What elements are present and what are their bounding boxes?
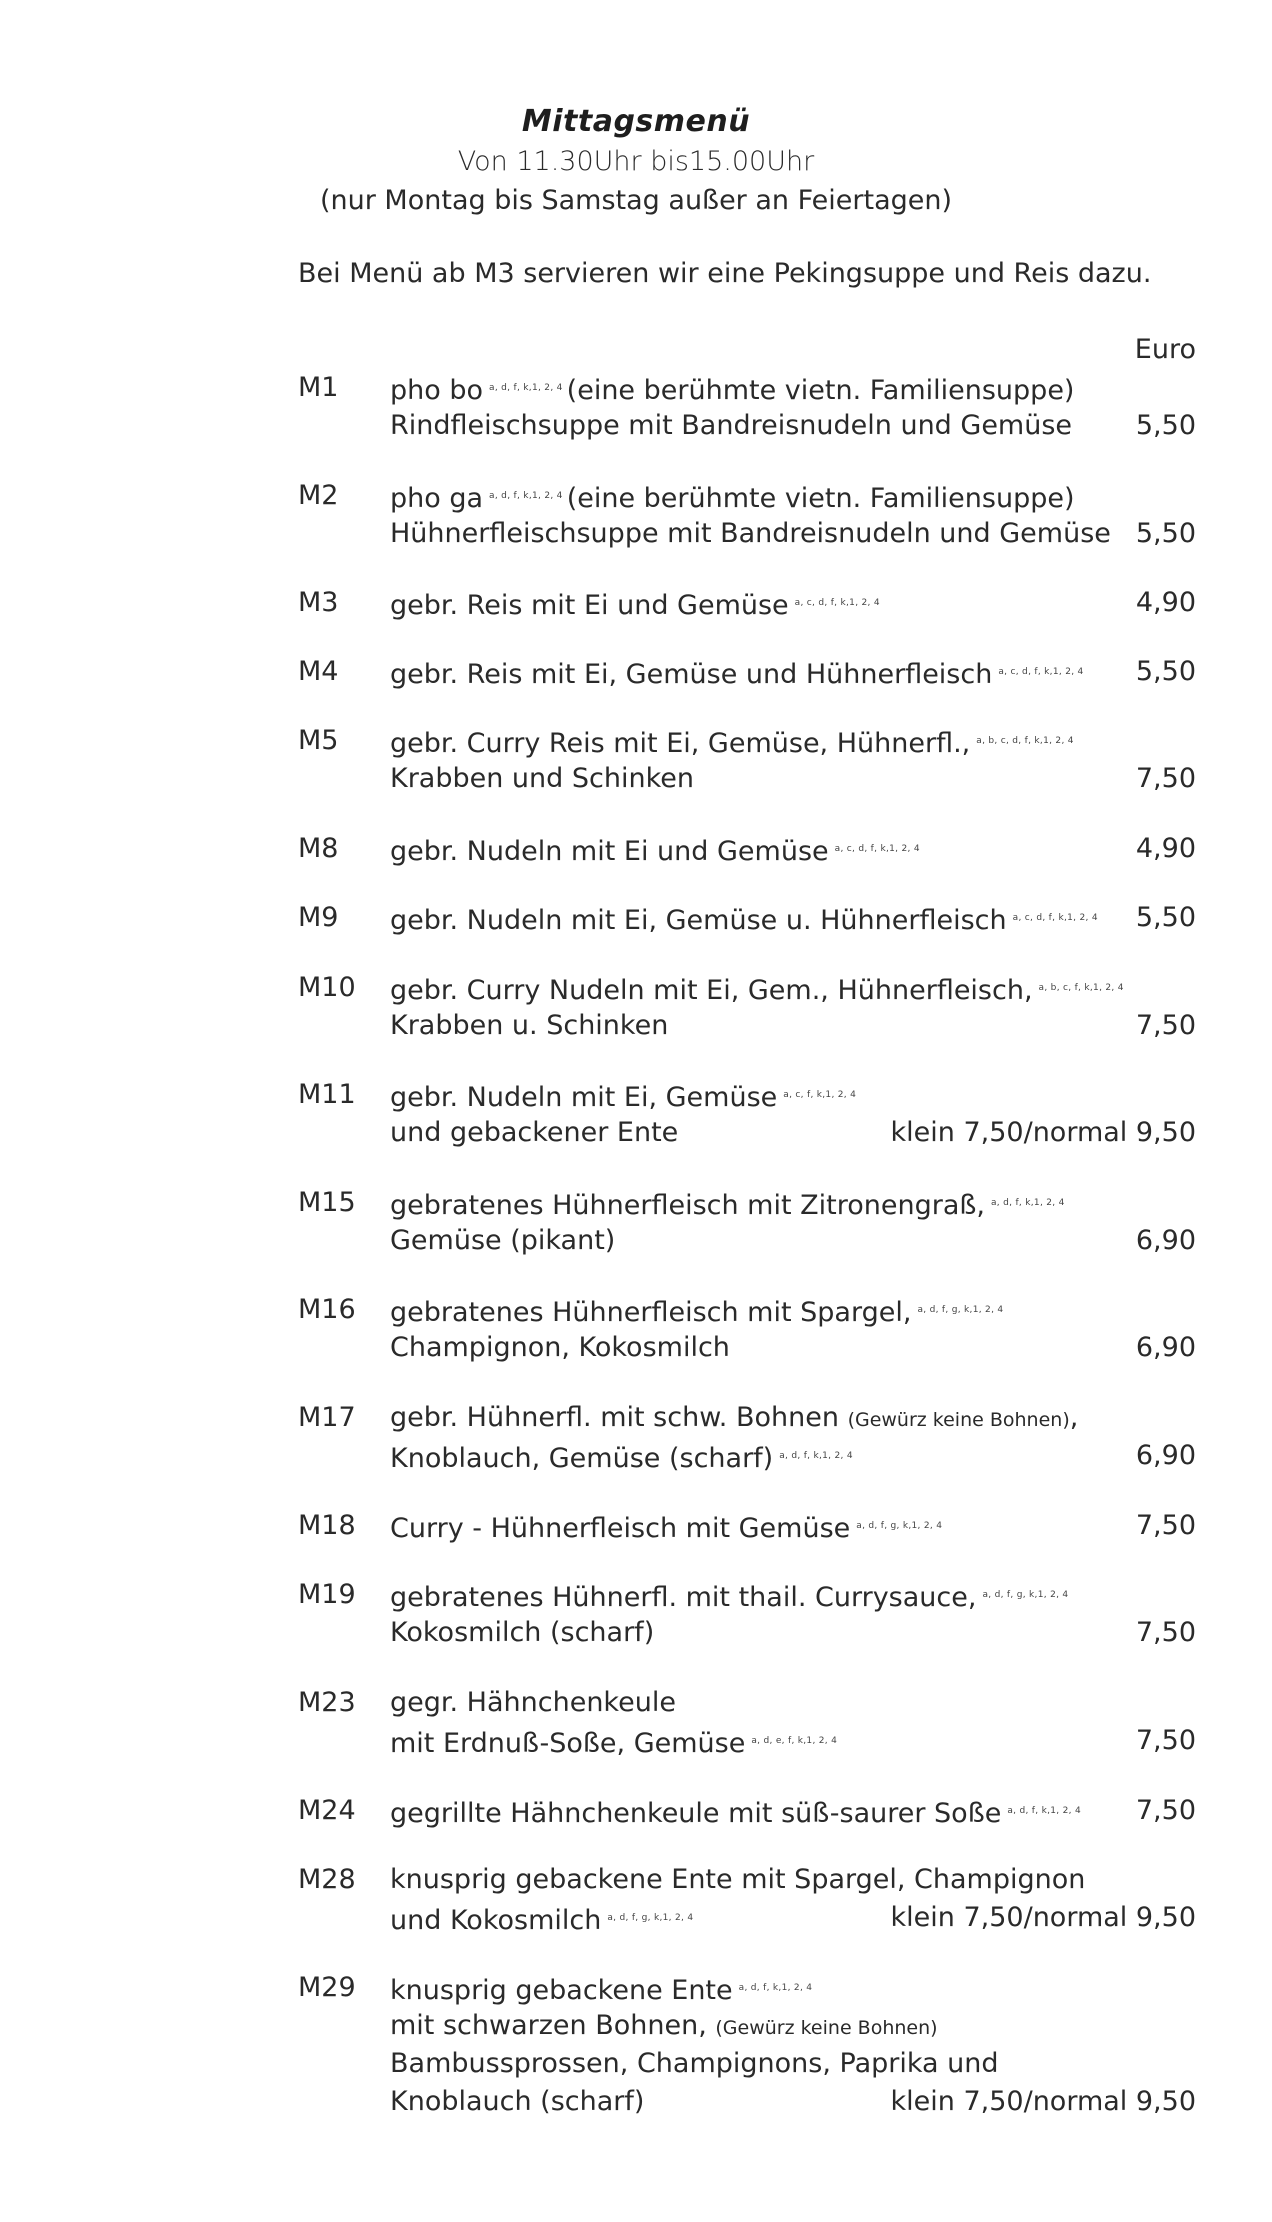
menu-item-description: und Kokosmilch — [390, 1905, 602, 1936]
menu-item-description: Krabben u. Schinken — [390, 1010, 669, 1041]
menu-item-line — [0, 900, 1272, 936]
menu-item-code: M15 — [298, 1187, 356, 1218]
menu-item-code: M23 — [298, 1687, 356, 1718]
menu-item-line — [0, 1008, 1272, 1044]
menu-item-text — [390, 1008, 668, 1044]
menu-item-description: Knoblauch (scharf) — [390, 2086, 645, 2117]
menu-item-text — [390, 1400, 1078, 1438]
menu-item-description: Hühnerfleischsuppe mit Bandreisnudeln und Gemüse — [390, 518, 1111, 549]
menu-item-price: klein 7,50/normal 9,50 — [890, 1902, 1196, 1933]
allergen-codes: a, d, f, k,1, 2, 4 — [990, 1198, 1065, 1208]
opening-hours: Von 11.30Uhr bis15.00Uhr — [457, 146, 815, 177]
menu-item-line — [0, 2046, 1272, 2082]
menu-item-price: 7,50 — [1135, 763, 1196, 794]
menu-item-text — [390, 1330, 730, 1366]
menu-item-line — [0, 1793, 1272, 1829]
menu-item-price: 5,50 — [1135, 656, 1196, 687]
menu-item-description: knusprig gebackene Ente mit Spargel, Champignon — [390, 1864, 1086, 1895]
allergen-codes: a, d, f, k,1, 2, 4 — [1007, 1806, 1081, 1816]
menu-item-code: M8 — [298, 833, 339, 864]
menu-item-line — [0, 1330, 1272, 1366]
menu-item-line — [0, 1438, 1272, 1474]
menu-item-line — [0, 1292, 1272, 1328]
menu-item-description: gebr. Nudeln mit Ei, Gemüse u. Hühnerfleisch — [390, 905, 1007, 936]
menu-item-text — [390, 723, 1074, 762]
menu-item-line — [0, 761, 1272, 797]
menu-item-note: (Gewürz keine Bohnen) — [715, 2017, 938, 2039]
menu-item-description-tail: (eine berühmte vietn. Familiensuppe) — [566, 375, 1075, 406]
menu-item-text — [390, 1223, 615, 1259]
menu-item-price: 7,50 — [1135, 1010, 1196, 1041]
menu-item-line — [0, 1185, 1272, 1221]
menu-item-description: gebr. Curry Reis mit Ei, Gemüse, Hühnerfl., — [390, 728, 971, 759]
menu-item-description: Champignon, Kokosmilch — [390, 1332, 730, 1363]
menu-item-text — [390, 408, 1072, 444]
menu-item-description: und gebackener Ente — [390, 1117, 679, 1148]
menu-item-description-tail: (eine berühmte vietn. Familiensuppe) — [566, 483, 1075, 514]
menu-item-description: gegr. Hähnchenkeule — [390, 1687, 676, 1718]
menu-item-code: M2 — [298, 480, 339, 511]
menu-item-line — [0, 2084, 1272, 2120]
menu-item-line — [0, 585, 1272, 621]
menu-item-code: M19 — [298, 1579, 356, 1610]
allergen-codes: a, c, f, k,1, 2, 4 — [783, 1090, 857, 1100]
menu-item-text — [390, 1438, 853, 1477]
menu-item-code: M16 — [298, 1294, 356, 1325]
menu-item-code: M18 — [298, 1510, 356, 1541]
menu-item-price: 7,50 — [1135, 1725, 1196, 1756]
menu-item-code: M1 — [298, 372, 339, 403]
opening-days-note: (nur Montag bis Samstag außer an Feiertagen) — [319, 185, 953, 216]
menu-item-description: mit Erdnuß-Soße, Gemüse — [390, 1728, 746, 1759]
allergen-codes: a, c, d, f, k,1, 2, 4 — [794, 598, 880, 608]
menu-item-line — [0, 1577, 1272, 1613]
menu-item-text — [390, 900, 1098, 939]
menu-item-line — [0, 1615, 1272, 1651]
menu-item-description: gebr. Reis mit Ei, Gemüse und Hühnerfleisch — [390, 659, 993, 690]
menu-item-text — [390, 2046, 999, 2082]
page-title: Mittagsmenü — [521, 104, 751, 139]
menu-item-description: Curry - Hühnerfleisch mit Gemüse — [390, 1513, 851, 1544]
menu-item-description: gebr. Curry Nudeln mit Ei, Gem., Hühnerfleisch, — [390, 975, 1033, 1006]
allergen-codes: a, c, d, f, k,1, 2, 4 — [998, 667, 1084, 677]
menu-item-description: gegrillte Hähnchenkeule mit süß-saurer Soße — [390, 1798, 1002, 1829]
menu-item-description: pho bo — [390, 375, 484, 406]
menu-item-text — [390, 1508, 942, 1547]
menu-item-text — [390, 1115, 678, 1151]
menu-item-text — [390, 1615, 654, 1651]
menu-item-text — [390, 654, 1084, 693]
allergen-codes: a, d, f, k,1, 2, 4 — [738, 1983, 813, 1993]
menu-item-description: gebratenes Hühnerfl. mit thail. Currysauce, — [390, 1582, 977, 1613]
menu-intro-note: Bei Menü ab M3 servieren wir eine Pekingsuppe und Reis dazu. — [298, 258, 1152, 289]
menu-item-line — [0, 1685, 1272, 1721]
menu-item-price: 6,90 — [1135, 1332, 1196, 1363]
menu-item-description: gebratenes Hühnerfleisch mit Zitronengraß, — [390, 1190, 985, 1221]
menu-item-text — [390, 1970, 812, 2009]
menu-item-line — [0, 1400, 1272, 1436]
menu-item-description: gebr. Reis mit Ei und Gemüse — [390, 590, 789, 621]
menu-item-text — [390, 1862, 1085, 1898]
menu-item-text — [390, 2084, 644, 2120]
menu-item-text — [390, 1077, 856, 1116]
menu-item-description: gebr. Hühnerfl. mit schw. Bohnen — [390, 1402, 839, 1433]
menu-item-line — [0, 1508, 1272, 1544]
menu-item-price: 7,50 — [1135, 1510, 1196, 1541]
menu-item-line — [0, 1077, 1272, 1113]
menu-item-line — [0, 370, 1272, 406]
menu-item-code: M17 — [298, 1402, 356, 1433]
allergen-codes: a, b, c, d, f, k,1, 2, 4 — [976, 736, 1074, 746]
menu-item-price: 4,90 — [1135, 587, 1196, 618]
menu-item-text — [390, 970, 1124, 1009]
menu-item-code: M4 — [298, 656, 339, 687]
menu-item-description: gebr. Nudeln mit Ei und Gemüse — [390, 836, 829, 867]
menu-item-code: M3 — [298, 587, 339, 618]
allergen-codes: a, d, f, k,1, 2, 4 — [779, 1451, 853, 1461]
menu-item-line — [0, 478, 1272, 514]
menu-item-text — [390, 831, 920, 870]
menu-item-description: Gemüse (pikant) — [390, 1225, 616, 1256]
menu-item-price: 5,50 — [1135, 902, 1196, 933]
menu-item-text — [390, 370, 1074, 409]
menu-item-line — [0, 1862, 1272, 1898]
menu-item-description-tail: , — [1069, 1402, 1079, 1433]
allergen-codes: a, d, f, g, k,1, 2, 4 — [856, 1521, 943, 1531]
allergen-codes: a, c, d, f, k,1, 2, 4 — [834, 844, 920, 854]
menu-item-description: Krabben und Schinken — [390, 763, 694, 794]
menu-item-text — [390, 585, 880, 624]
menu-item-code: M9 — [298, 902, 339, 933]
menu-item-line — [0, 654, 1272, 690]
menu-item-text — [390, 761, 694, 797]
menu-item-price: 6,90 — [1135, 1440, 1196, 1471]
menu-item-line — [0, 408, 1272, 444]
menu-item-note: (Gewürz keine Bohnen) — [847, 1409, 1070, 1431]
menu-item-line — [0, 516, 1272, 552]
menu-item-code: M29 — [298, 1972, 356, 2003]
menu-item-line — [0, 1723, 1272, 1759]
menu-item-price: 5,50 — [1135, 518, 1196, 549]
allergen-codes: a, d, f, k,1, 2, 4 — [489, 383, 563, 393]
menu-item-description: Kokosmilch (scharf) — [390, 1617, 655, 1648]
menu-item-line — [0, 831, 1272, 867]
menu-item-line — [0, 1900, 1272, 1936]
menu-item-code: M11 — [298, 1079, 356, 1110]
allergen-codes: a, c, d, f, k,1, 2, 4 — [1012, 913, 1098, 923]
menu-item-price: 7,50 — [1135, 1617, 1196, 1648]
menu-item-text — [390, 1723, 837, 1762]
menu-item-text — [390, 2008, 938, 2046]
menu-item-description: pho ga — [390, 483, 484, 514]
allergen-codes: a, d, f, g, k,1, 2, 4 — [917, 1305, 1004, 1315]
menu-item-line — [0, 970, 1272, 1006]
allergen-codes: a, d, f, g, k,1, 2, 4 — [982, 1590, 1069, 1600]
menu-item-line — [0, 723, 1272, 759]
allergen-codes: a, d, f, g, k,1, 2, 4 — [607, 1913, 694, 1923]
menu-item-description: mit schwarzen Bohnen, — [390, 2010, 707, 2041]
menu-item-description: knusprig gebackene Ente — [390, 1975, 733, 2006]
menu-item-line — [0, 1223, 1272, 1259]
menu-item-text — [390, 1185, 1065, 1224]
menu-item-text — [390, 1793, 1081, 1832]
menu-item-price: 5,50 — [1135, 410, 1196, 441]
allergen-codes: a, b, c, f, k,1, 2, 4 — [1038, 983, 1124, 993]
allergen-codes: a, d, e, f, k,1, 2, 4 — [751, 1736, 838, 1746]
menu-item-price: 4,90 — [1135, 833, 1196, 864]
menu-item-text — [390, 478, 1075, 517]
menu-item-price: 7,50 — [1135, 1795, 1196, 1826]
menu-item-line — [0, 1115, 1272, 1151]
menu-item-price: 6,90 — [1135, 1225, 1196, 1256]
menu-item-text — [390, 1577, 1068, 1616]
menu-item-text — [390, 1685, 676, 1721]
currency-label: Euro — [1134, 334, 1196, 365]
menu-item-code: M5 — [298, 725, 339, 756]
menu-item-code: M24 — [298, 1795, 356, 1826]
menu-item-text — [390, 1292, 1003, 1331]
menu-item-line — [0, 1970, 1272, 2006]
menu-item-description: gebratenes Hühnerfleisch mit Spargel, — [390, 1297, 912, 1328]
menu-item-price: klein 7,50/normal 9,50 — [890, 1117, 1196, 1148]
menu-item-code: M28 — [298, 1864, 356, 1895]
menu-item-line — [0, 2008, 1272, 2044]
menu-item-text — [390, 1900, 693, 1939]
menu-item-text — [390, 516, 1111, 552]
allergen-codes: a, d, f, k,1, 2, 4 — [489, 491, 563, 501]
menu-item-price: klein 7,50/normal 9,50 — [890, 2086, 1196, 2117]
menu-item-description: Bambussprossen, Champignons, Paprika und — [390, 2048, 999, 2079]
menu-item-description: Knoblauch, Gemüse (scharf) — [390, 1443, 774, 1474]
menu-item-code: M10 — [298, 972, 356, 1003]
menu-item-description: Rindfleischsuppe mit Bandreisnudeln und Gemüse — [390, 410, 1073, 441]
menu-item-description: gebr. Nudeln mit Ei, Gemüse — [390, 1082, 778, 1113]
